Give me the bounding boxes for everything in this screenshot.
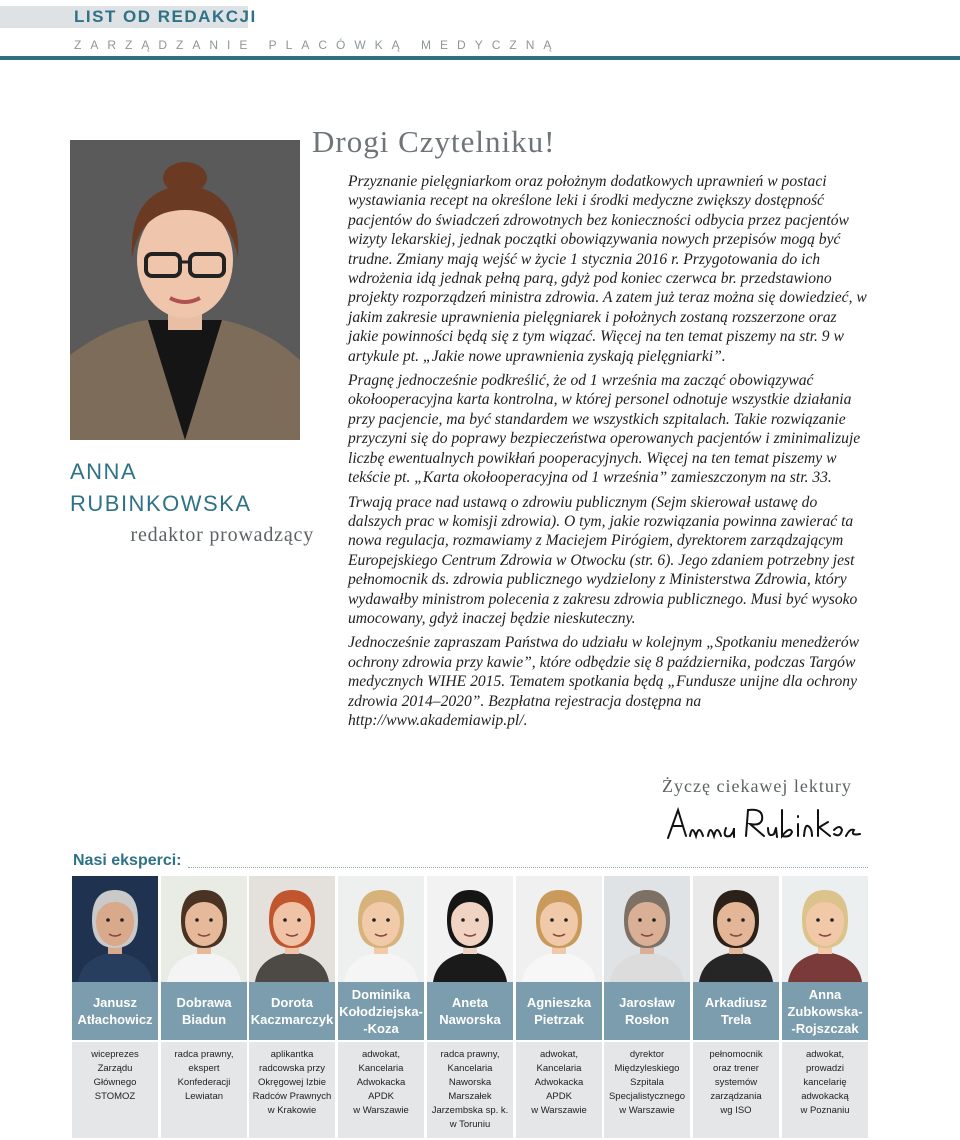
expert-name: Anna Zubkowska- -Rojszczak bbox=[782, 982, 868, 1040]
author-name bbox=[70, 456, 310, 520]
expert-portrait-image bbox=[604, 876, 690, 982]
letter-greeting: Drogi Czytelniku! bbox=[312, 124, 556, 159]
expert-photo bbox=[72, 876, 158, 982]
letter-paragraph: Pragnę jednocześnie podkreślić, że od 1 września ma zacząć obowiązywać okołooperacyjna karta kontrolna, w której personel odnotuje wszystkie działania przy pacjencie, ma być standardem we wszystkich szpitalach. Takie rozwiązanie przyczyni się do poprawy bezpieczeństwa operowanych pacjentów i zminimalizuje liczbę ewentualnych powikłań pooperacyjnych. Więcej na ten temat piszemy w tekście pt. „Karta okołooperacyjna od 1 września” zamieszczonym na str. 33. bbox=[348, 372, 861, 487]
author-portrait-image bbox=[70, 140, 300, 440]
experts-heading: Nasi eksperci: bbox=[73, 852, 182, 869]
expert-portrait-image bbox=[338, 876, 424, 982]
letter-paragraph: Trwają prace nad ustawą o zdrowiu publicznym (Sejm skierował ustawę do dalszych prac w komisji zdrowia). O tym, jakie rozwiązania powinna zawierać ta nowa regulacja, rozmawiamy z Maciejem Pirógiem, dyrektorem zarządzającym Europejskiego Centrum Zdrowia w Otwocku (str. 6). Jego zdaniem potrzebny jest pełnomocnik ds. zdrowia publicznego wydzielony z Ministerstwa Zdrowia, który wydawałby ministrom polecenia z zakresu zdrowia publicznego. Musi być wysoko umocowany, gdyż inaczej będzie nieskuteczny. bbox=[348, 493, 858, 627]
letter-closing: Życzę ciekawej lektury bbox=[662, 776, 852, 796]
expert-photo bbox=[427, 876, 513, 982]
expert-name: Aneta Naworska bbox=[427, 982, 513, 1040]
expert-photo bbox=[338, 876, 424, 982]
expert-card bbox=[782, 876, 868, 1138]
expert-portrait-image bbox=[72, 876, 158, 982]
experts-divider bbox=[188, 867, 868, 868]
expert-portrait-image bbox=[782, 876, 868, 982]
expert-name: Agnieszka Pietrzak bbox=[516, 982, 602, 1040]
expert-photo bbox=[693, 876, 779, 982]
expert-name: Dobrawa Biadun bbox=[161, 982, 247, 1040]
expert-photo bbox=[249, 876, 335, 982]
expert-card bbox=[161, 876, 247, 1138]
expert-name: Dorota Kaczmarczyk bbox=[249, 982, 335, 1040]
section-title: LIST OD REDAKCJI bbox=[74, 7, 257, 26]
expert-card bbox=[516, 876, 602, 1138]
expert-description: adwokat, Kancelaria Adwokacka APDK w Warszawie bbox=[338, 1042, 424, 1138]
expert-description: wiceprezes Zarządu Głównego STOMOZ bbox=[72, 1042, 158, 1138]
author-role: redaktor prowadzący bbox=[130, 524, 314, 546]
expert-card bbox=[72, 876, 158, 1138]
expert-photo bbox=[782, 876, 868, 982]
expert-description: pełnomocnik oraz trener systemów zarządzania wg ISO bbox=[693, 1042, 779, 1138]
expert-portrait-image bbox=[249, 876, 335, 982]
magazine-subtitle: ZARZĄDZANIE PLACÓWKĄ MEDYCZNĄ bbox=[74, 38, 561, 52]
expert-description: adwokat, prowadzi kancelarię adwokacką w Poznaniu bbox=[782, 1042, 868, 1138]
expert-description: aplikantka radcowska przy Okręgowej Izbie Radców Prawnych w Krakowie bbox=[249, 1042, 335, 1138]
expert-card bbox=[338, 876, 424, 1138]
expert-description: radca prawny, ekspert Konfederacji Lewiatan bbox=[161, 1042, 247, 1138]
letter-paragraph: Przyznanie pielęgniarkom oraz położnym dodatkowych uprawnień w postaci wystawiania recept na określone leki i środki medyczne zwiększy dostępność pacjentów do świadczeń zdrowotnych bez konieczności odbycia przez pacjentów wizyty lekarskiej, jednak początki obowiązywania nowych przepisów mogą być trudne. Zmiany mają wejść w życie 1 stycznia 2016 r. Przygotowania do ich wdrożenia idą jednak pełną parą, gdyż pod koniec czerwca br. przedstawiono projekty rozporządzeń ministra zdrowia. A zatem już teraz można się dowiedzieć, w jakim zakresie uprawnienia pielęgniarek i położnych zostaną rozszerzone oraz jakie powinności będą się z tym wiązać. Więcej na ten temat piszemy na str. 9 w artykule pt. „Jakie nowe uprawnienia zyskają pielęgniarki”. bbox=[348, 173, 867, 365]
header-rule bbox=[0, 56, 960, 60]
expert-photo bbox=[161, 876, 247, 982]
expert-card bbox=[604, 876, 690, 1138]
experts-list bbox=[72, 876, 868, 1138]
expert-description: radca prawny, Kancelaria Naworska Marszałek Jarzembska sp. k. w Toruniu bbox=[427, 1042, 513, 1138]
expert-description: adwokat, Kancelaria Adwokacka APDK w Warszawie bbox=[516, 1042, 602, 1138]
letter-paragraph: Jednocześnie zapraszam Państwa do udziału w kolejnym „Spotkaniu menedżerów ochrony zdrowia przy kawie”, które odbędzie się 8 października, podczas Targów medycznych WIHE 2015. Tematem spotkania będą „Fundusze unijne dla ochrony zdrowia 2014–2020”. Bezpłatna rejestracja dostępna na http://www.akademiawip.pl/. bbox=[348, 634, 860, 729]
expert-portrait-image bbox=[161, 876, 247, 982]
author-first-name: ANNA bbox=[70, 459, 138, 484]
handwritten-signature bbox=[664, 802, 864, 846]
expert-card bbox=[693, 876, 779, 1138]
expert-description: dyrektor Międzyleskiego Szpitala Specjalistycznego w Warszawie bbox=[604, 1042, 690, 1138]
expert-card bbox=[427, 876, 513, 1138]
expert-portrait-image bbox=[693, 876, 779, 982]
letter-body bbox=[348, 172, 870, 735]
expert-photo bbox=[516, 876, 602, 982]
author-photo bbox=[70, 140, 300, 440]
expert-name: Arkadiusz Trela bbox=[693, 982, 779, 1040]
expert-photo bbox=[604, 876, 690, 982]
expert-name: Janusz Atłachowicz bbox=[72, 982, 158, 1040]
expert-name: Dominika Kołodziejska- -Koza bbox=[338, 982, 424, 1040]
expert-card bbox=[249, 876, 335, 1138]
author-last-name: RUBINKOWSKA bbox=[70, 491, 252, 516]
expert-portrait-image bbox=[427, 876, 513, 982]
expert-name: Jarosław Rosłon bbox=[604, 982, 690, 1040]
expert-portrait-image bbox=[516, 876, 602, 982]
